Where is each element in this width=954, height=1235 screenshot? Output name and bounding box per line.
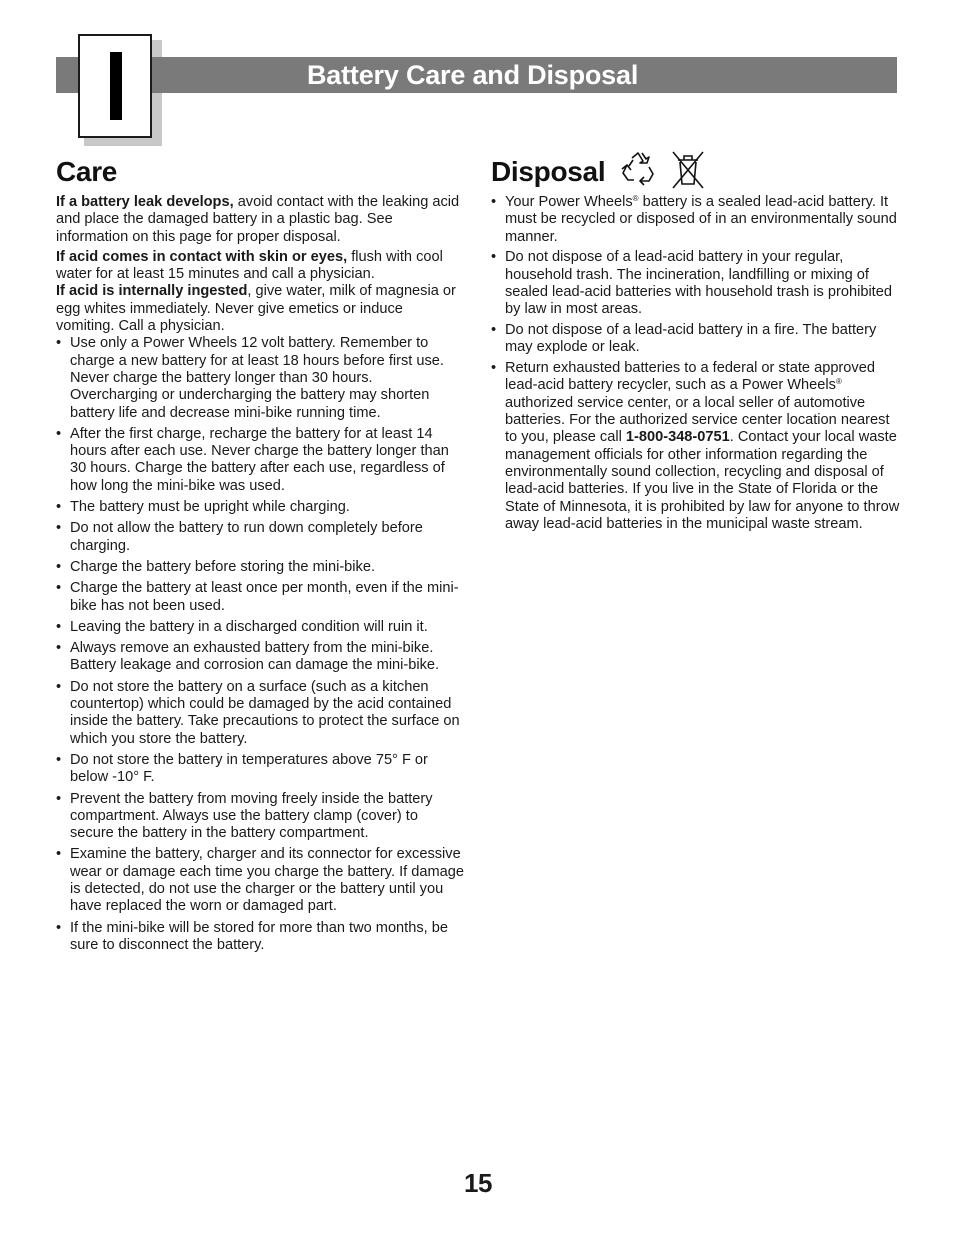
disposal-bullet4-b: authorized service center, or a local seller of automotive batteries. For the authorized service center location nearest to you, please call: [505, 394, 890, 446]
disposal-bullet1-b: battery is a sealed lead-acid battery. It must be recycled or disposed of in an environmentally sound manner.: [505, 194, 897, 245]
disposal-bullet-list: [491, 194, 901, 533]
care-bullet: • Charge the battery at least once per month, even if the mini-bike has not been used.: [56, 580, 464, 615]
care-heading: Care: [56, 156, 118, 187]
care-bullet-list: [56, 335, 464, 954]
disposal-header: [491, 150, 901, 194]
disposal-bullet4-a: Return exhausted batteries to a federal or state approved lead-acid battery recycler, such as a Power Wheels: [505, 360, 875, 394]
care-intro-leak-text: avoid contact with the leaking acid and place the damaged battery in a plastic bag. See information on this page for proper disposal.: [56, 194, 460, 245]
disposal-heading: Disposal: [491, 156, 606, 187]
care-intro-skin-bold: If acid comes in contact with skin or eyes,: [56, 248, 348, 265]
crossed-out-bin-icon: [669, 150, 707, 195]
care-bullet: • If the mini-bike will be stored for more than two months, be sure to disconnect the battery.: [56, 920, 464, 955]
care-bullet: • Charge the battery before storing the mini-bike.: [56, 559, 464, 576]
disposal-bullet: • Do not dispose of a lead-acid battery in a fire. The battery may explode or leak.: [491, 322, 901, 357]
care-intro-ingested-bold: If acid is internally ingested: [56, 283, 248, 300]
care-bullet: • The battery must be upright while charging.: [56, 499, 464, 516]
chapter-letter: [110, 52, 122, 120]
care-intro-ingested: [56, 283, 464, 335]
care-intro-leak-bold: If a battery leak develops,: [56, 194, 234, 210]
care-bullet: • Do not store the battery on a surface (such as a kitchen countertop) which could be damaged by the acid contained inside the battery. Take precautions to protect the surface on which you store the battery.: [56, 679, 464, 748]
disposal-bullet: [491, 194, 901, 246]
care-section: [56, 150, 464, 958]
disposal-bullet4-c: . Contact your local waste management officials for other information regarding the environmentally sound collection, recycling and disposal of lead-acid batteries. If you live in the State of Florida or the State of Minnesota, it is prohibited by law for anyone to throw away lead-acid batteries in the municipal waste stream.: [505, 429, 900, 532]
care-bullet: • Examine the battery, charger and its connector for excessive wear or damage each time you charge the battery. If damage is detected, do not use the charger or the battery until you have replaced the worn or damaged part.: [56, 846, 464, 915]
care-bullet: • Prevent the battery from moving freely inside the battery compartment. Always use the battery clamp (cover) to secure the battery in the battery compartment.: [56, 791, 464, 843]
phone-number: 1-800-348-0751: [625, 429, 730, 446]
disposal-bullet: • Do not dispose of a lead-acid battery in your regular, household trash. The incineration, landfilling or mixing of sealed lead-acid batteries with household trash is prohibited by law in most areas.: [491, 249, 901, 318]
care-intro-skin: [56, 249, 464, 284]
care-intro-ingested-text: , give water, milk of magnesia or egg whites immediately. Never give emetics or induce vomiting. Call a physician.: [56, 283, 456, 335]
care-bullet: • After the first charge, recharge the battery for at least 14 hours after each use. Never charge the battery longer than 30 hours. Charge the battery after each use, regardless of how long the mini-bike was used.: [56, 426, 464, 495]
page-number: 15: [464, 1168, 492, 1198]
disposal-bullet: [491, 360, 901, 533]
care-bullet: • Use only a Power Wheels 12 volt battery. Remember to charge a new battery for at least 18 hours before first use. Never charge the battery longer than 30 hours. Overcharging or undercharging the battery may shorten battery life and decrease mini-bike running time.: [56, 335, 464, 421]
care-bullet: • Always remove an exhausted battery from the mini-bike. Battery leakage and corrosion can damage the mini-bike.: [56, 640, 464, 675]
disposal-section: [491, 150, 901, 537]
page-title: Battery Care and Disposal: [307, 60, 639, 90]
care-intro-leak: [56, 194, 464, 246]
recycle-icon: [619, 151, 657, 194]
care-intro-skin-text: flush with cool water for at least 15 minutes and call a physician.: [56, 248, 443, 283]
care-bullet: • Do not store the battery in temperatures above 75° F or below -10° F.: [56, 752, 464, 787]
disposal-bullet1-a: Your Power Wheels: [505, 194, 633, 210]
registered-mark: ®: [835, 377, 842, 387]
care-bullet: • Leaving the battery in a discharged condition will ruin it.: [56, 619, 464, 636]
registered-mark: ®: [632, 194, 639, 203]
care-bullet: • Do not allow the battery to run down completely before charging.: [56, 520, 464, 555]
